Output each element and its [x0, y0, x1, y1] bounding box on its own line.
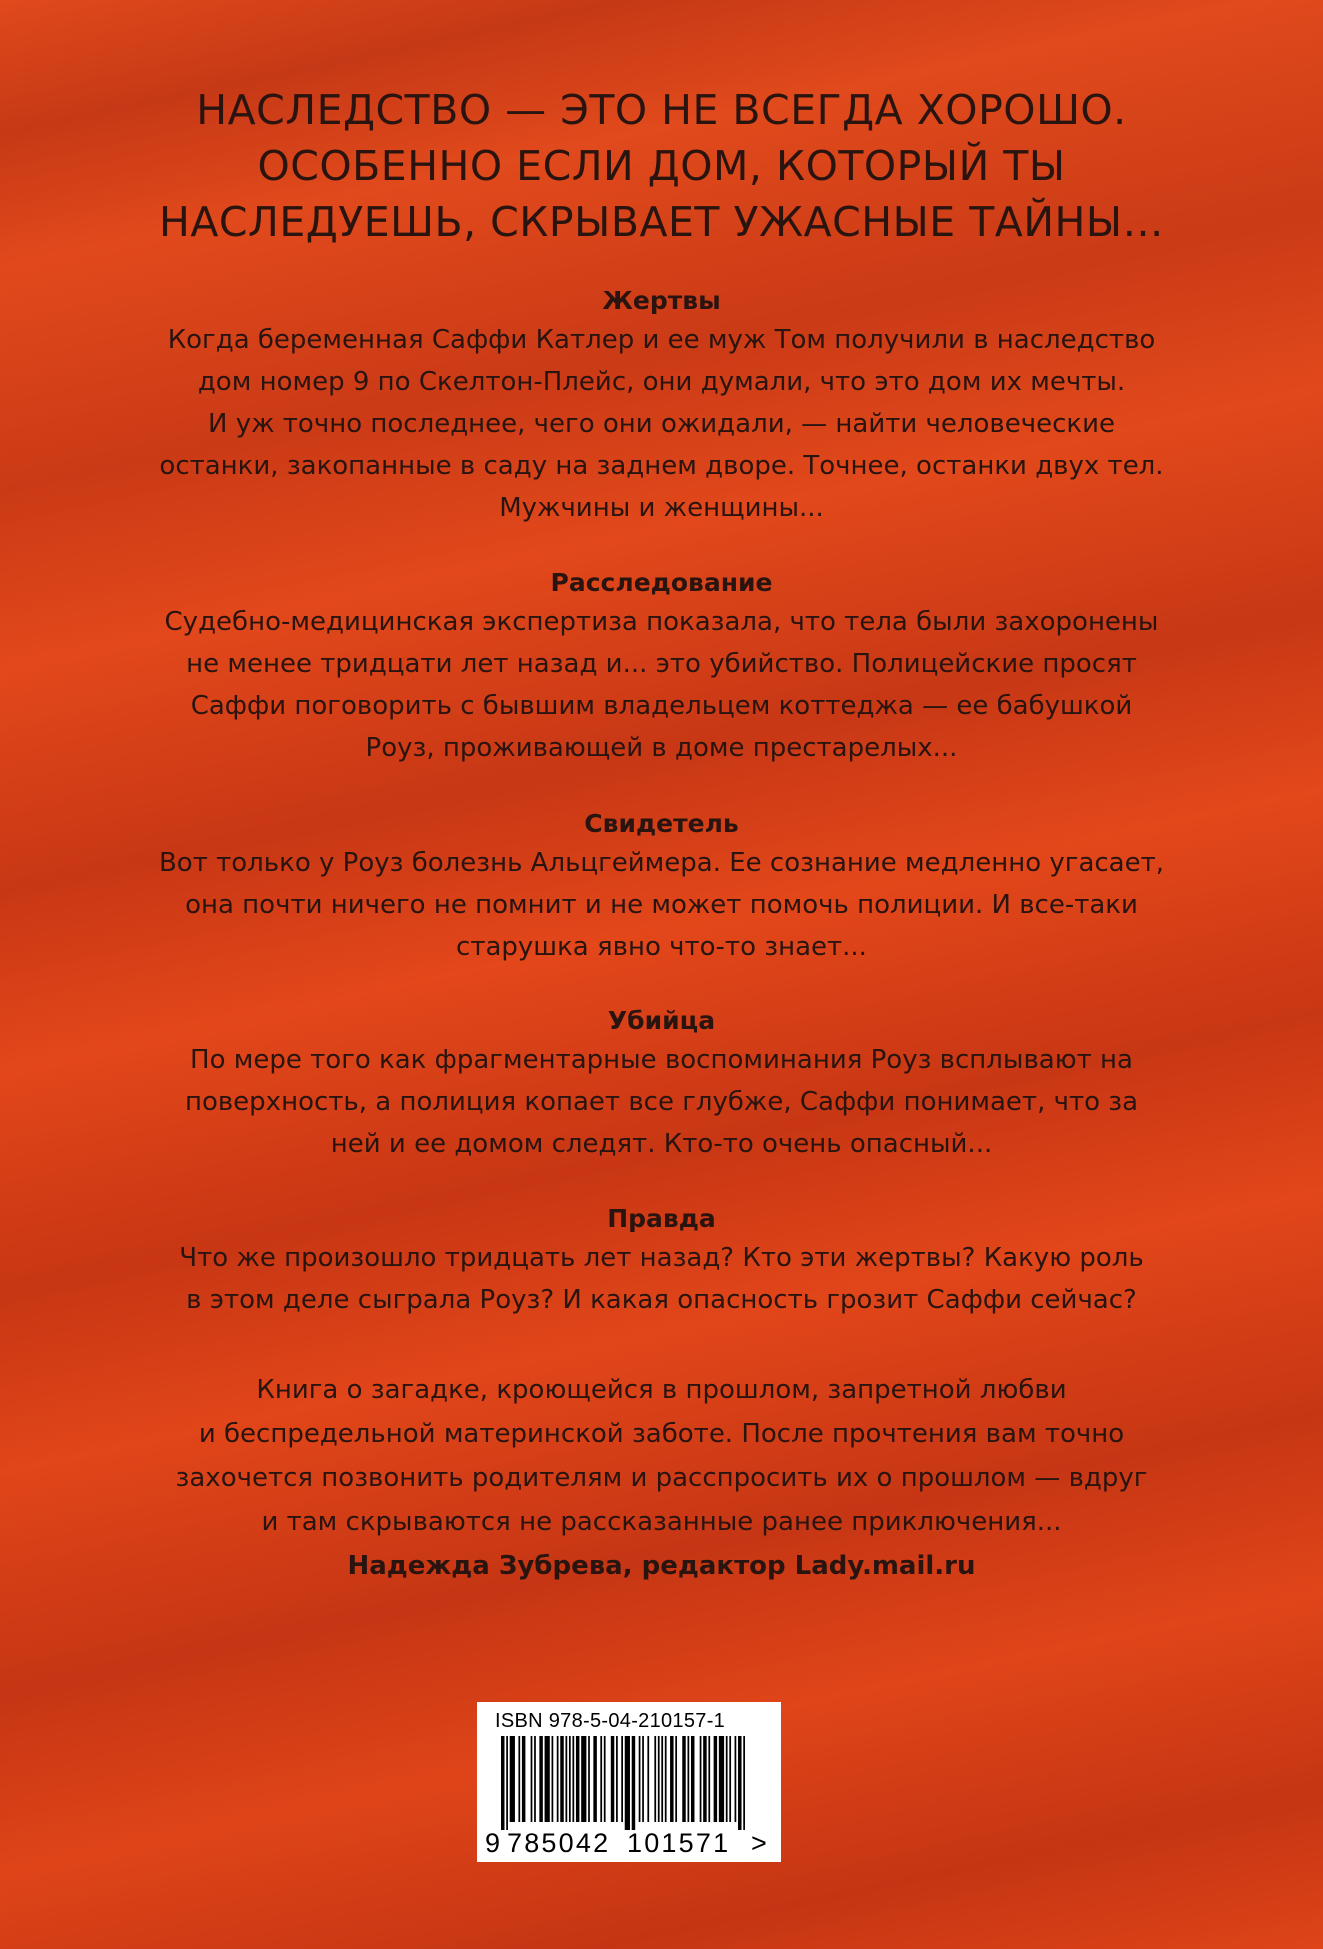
barcode-digits — [485, 1828, 775, 1859]
barcode-bar — [576, 1736, 579, 1822]
section-line: она почти ничего не помнит и не может помочь полиции. И все-таки — [185, 890, 1138, 920]
barcode-digit-lead: 9 — [485, 1828, 501, 1858]
barcode-bar — [518, 1736, 520, 1822]
section-line: И уж точно последнее, чего они ожидали, — найти человеческие — [208, 409, 1115, 439]
headline-line: ОСОБЕННО ЕСЛИ ДОМ, КОТОРЫЙ ТЫ — [257, 142, 1066, 190]
barcode-bar — [639, 1736, 641, 1822]
quote-line: Книга о загадке, кроющейся в прошлом, запретной любви — [256, 1375, 1067, 1405]
section-killer — [60, 1003, 1263, 1165]
barcode-digits-left: 785042 — [507, 1828, 611, 1858]
barcode-bar — [539, 1736, 542, 1822]
quote-line: и там скрываются не рассказанные ранее приключения... — [261, 1507, 1062, 1537]
isbn-barcode — [477, 1702, 781, 1862]
section-victims — [60, 283, 1263, 529]
barcode-bar — [658, 1736, 660, 1822]
isbn-label: ISBN 978-5-04-210157-1 — [495, 1710, 726, 1732]
barcode-bar — [581, 1736, 586, 1822]
barcode-bar — [604, 1736, 606, 1822]
section-investigation — [60, 565, 1263, 769]
barcode-bar — [743, 1736, 745, 1830]
barcode-bar — [531, 1736, 533, 1822]
barcode-bar — [687, 1736, 689, 1822]
review-quote — [60, 1368, 1263, 1588]
section-witness — [60, 806, 1263, 968]
section-line: не менее тридцати лет назад и... это убийство. Полицейские просят — [186, 649, 1137, 679]
barcode-bar — [726, 1736, 728, 1822]
barcode-bar — [611, 1736, 614, 1822]
barcode-bar — [621, 1736, 623, 1822]
section-line: поверхность, а полиция копает все глубже, Саффи понимает, что за — [184, 1087, 1139, 1117]
barcode-bar — [675, 1736, 677, 1822]
barcode-bar — [647, 1736, 649, 1822]
section-line: старушка явно что-то знает... — [456, 932, 867, 962]
quote-line: и беспредельной материнской заботе. После прочтения вам точно — [198, 1419, 1125, 1449]
barcode-bar — [600, 1736, 602, 1822]
barcode-bar — [625, 1736, 630, 1830]
section-line: Когда беременная Саффи Катлер и ее муж Том получили в наследство — [167, 325, 1156, 355]
barcode-bar — [501, 1736, 504, 1830]
barcode-digits-right: 101571 — [627, 1828, 731, 1858]
section-line: ней и ее домом следят. Кто-то очень опасный... — [330, 1129, 993, 1159]
section-title: Расследование — [550, 568, 773, 597]
barcode-bar — [714, 1736, 717, 1822]
section-title: Жертвы — [602, 286, 721, 315]
section-line: Вот только у Роуз болезнь Альцгеймера. Ее сознание медленно угасает, — [158, 848, 1165, 878]
barcode-bar — [632, 1736, 635, 1830]
barcode-bar — [703, 1736, 706, 1822]
barcode-bar — [522, 1736, 525, 1822]
barcode-bar — [708, 1736, 710, 1822]
barcode-bar — [735, 1736, 737, 1822]
barcode-bar — [691, 1736, 694, 1822]
section-line: Саффи поговорить с бывшим владельцем коттеджа — ее бабушкой — [190, 691, 1133, 721]
barcode-bar — [719, 1736, 724, 1822]
section-line: Что же произошло тридцать лет назад? Кто эти жертвы? Какую роль — [179, 1243, 1144, 1273]
section-line: Мужчины и женщины... — [499, 493, 824, 523]
barcode-bar — [572, 1736, 574, 1822]
barcode-bar — [552, 1736, 554, 1822]
barcode-bar — [729, 1736, 731, 1822]
quote-author: Надежда Зубрева, редактор Lady.mail.ru — [347, 1551, 976, 1581]
quote-line: захочется позвонить родителям и расспросить их о прошлом — вдруг — [175, 1463, 1148, 1493]
barcode-bar — [682, 1736, 685, 1822]
barcode-bar — [510, 1736, 515, 1822]
barcode-end-mark: > — [751, 1828, 767, 1858]
barcode-bar — [506, 1736, 508, 1830]
barcode-bar — [560, 1736, 563, 1822]
section-line: в этом деле сыграла Роуз? И какая опасность грозит Саффи сейчас? — [186, 1285, 1137, 1315]
section-title: Свидетель — [584, 809, 739, 838]
section-line: По мере того как фрагментарные воспоминания Роуз всплывают на — [190, 1045, 1133, 1075]
section-title: Правда — [607, 1204, 716, 1233]
section-title: Убийца — [607, 1006, 716, 1035]
barcode-bar — [569, 1736, 571, 1822]
section-line: Судебно-медицинская экспертиза показала, что тела были захоронены — [164, 607, 1159, 637]
barcode-bar — [642, 1736, 644, 1822]
barcode-bar — [588, 1736, 590, 1822]
barcode-bar — [593, 1736, 596, 1822]
barcode-bar — [534, 1736, 536, 1822]
barcode-bar — [670, 1736, 673, 1822]
barcode-bar — [738, 1736, 741, 1830]
barcode-bar — [565, 1736, 567, 1822]
section-line: Роуз, проживающей в доме престарелых... — [365, 733, 958, 763]
barcode-bar — [545, 1736, 550, 1822]
barcode-bar — [700, 1736, 702, 1822]
barcode-bars — [501, 1736, 745, 1830]
barcode-bar — [557, 1736, 559, 1822]
barcode-bar — [654, 1736, 656, 1822]
section-line: дом номер 9 по Скелтон-Плейс, они думали, что это дом их мечты. — [197, 367, 1126, 397]
barcode-bar — [661, 1736, 663, 1822]
headline-line: НАСЛЕДУЕШЬ, СКРЫВАЕТ УЖАСНЫЕ ТАЙНЫ… — [158, 198, 1165, 246]
headline-line: НАСЛЕДСТВО — ЭТО НЕ ВСЕГДА ХОРОШО. — [196, 86, 1127, 134]
headline — [60, 82, 1263, 250]
barcode-bar — [616, 1736, 618, 1822]
barcode-bar — [665, 1736, 667, 1822]
section-truth — [60, 1201, 1263, 1321]
section-line: останки, закопанные в саду на заднем дворе. Точнее, останки двух тел. — [159, 451, 1164, 481]
